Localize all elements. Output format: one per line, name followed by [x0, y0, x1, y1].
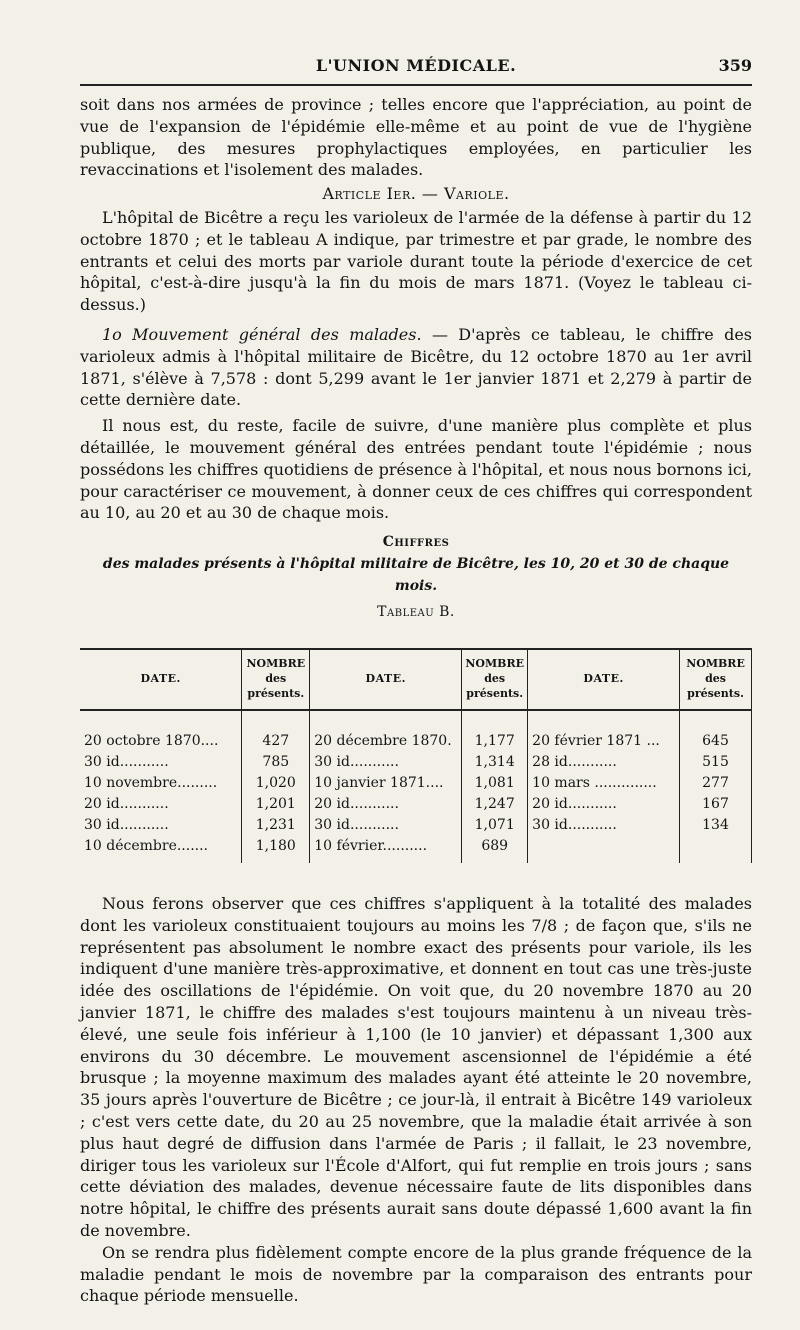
table-header-row: [80, 649, 752, 710]
date-cell: 10 janvier 1871....: [314, 775, 444, 791]
journal-title: L'UNION MÉDICALE.: [315, 56, 517, 75]
value-cell: 1,231: [242, 815, 310, 836]
tableau-b: [80, 648, 752, 863]
value-cell: 1,314: [462, 752, 528, 773]
chiffres-heading: Chiffres: [382, 534, 450, 551]
col-header-nombre: NOMBRE des présents.: [242, 649, 310, 710]
date-cell: 30 id...........: [314, 817, 399, 833]
date-cell: 30 id...........: [84, 754, 169, 770]
chiffres-subtitle: des malades présents à l'hôpital militaire de Bicêtre, les 10, 20 et 30 de chaque mois.: [102, 555, 730, 594]
date-cell: 20 id...........: [314, 796, 399, 812]
date-cell: 28 id...........: [532, 754, 617, 770]
value-cell: 1,201: [242, 794, 310, 815]
value-cell: 689: [462, 836, 528, 863]
date-cell: 10 novembre.........: [84, 775, 218, 791]
date-cell: [528, 836, 680, 863]
paragraph-intro: soit dans nos armées de province ; telles encore que l'appréciation, au point de vue de l'expansion de l'épidémie elle-même et au point de vue de l'hygiène publique, des mesures prophylactiques employées, en particulier les revaccinations et l'isolement des malades.: [80, 95, 752, 180]
value-cell: 277: [680, 773, 752, 794]
table-row: [80, 815, 752, 836]
date-cell: 20 octobre 1870....: [84, 733, 219, 749]
mouvement-text: — D'après ce tableau, le chiffre des varioleux admis à l'hôpital militaire de Bicêtre, du 12 octobre 1870 au 1er avril 1871, s'élève à 7,578 : dont 5,299 avant le 1er janvier 1871 et 2,279 à partir de cette dernière date.: [80, 324, 753, 410]
tableau-label: Tableau B.: [377, 603, 455, 620]
paragraph-fidelement: On se rendra plus fidèlement compte encore de la plus grande fréquence de la maladie pendant le mois de novembre par la comparaison des entrants pour chaque période mensuelle.: [80, 1242, 752, 1306]
paragraph-hopital: L'hôpital de Bicêtre a reçu les varioleux de l'armée de la défense à partir du 12 octobre 1870 ; et le tableau A indique, par trimestre et par grade, le nombre des entrants et celui des morts par variole durant toute la période d'exercice de cet hôpital, c'est-à-dire jusqu'à la fin du mois de mars 1871. (Voyez le tableau ci-dessus.): [80, 207, 752, 315]
table-row: [80, 731, 752, 752]
col-header-nombre: NOMBRE des présents.: [680, 649, 752, 710]
value-cell: [680, 836, 752, 863]
value-cell: 167: [680, 794, 752, 815]
date-cell: 30 id...........: [314, 754, 399, 770]
text-block-bottom: [80, 893, 752, 1307]
date-cell: 30 id...........: [84, 817, 169, 833]
table-row: [80, 752, 752, 773]
col-header-date: DATE.: [310, 649, 462, 710]
value-cell: 515: [680, 752, 752, 773]
value-cell: 1,081: [462, 773, 528, 794]
date-cell: 30 id...........: [532, 817, 617, 833]
value-cell: 1,247: [462, 794, 528, 815]
value-cell: 1,177: [462, 731, 528, 752]
mouvement-lead: 1o Mouvement général des malades.: [102, 324, 422, 344]
article-heading: Article Ier. — Variole.: [322, 184, 510, 204]
paragraph-observer: Nous ferons observer que ces chiffres s'appliquent à la totalité des malades dont les varioleux constituaient toujours au moins les 7/8 ; de façon que, s'ils ne représentent pas absolument le nombre exact des présents pour variole, ils les indiquent d'une manière très-approximative, et donnent en tout cas une très-juste idée des oscillations de l'épidémie. On voit que, du 20 novembre 1870 au 20 janvier 1871, le chiffre des malades s'est toujours maintenu à un niveau très-élevé, une seule fois inférieur à 1,100 (le 10 janvier) et dépassant 1,300 aux environs du 30 décembre. Le mouvement ascensionnel de l'épidémie a été brusque ; la moyenne maximum des malades ayant été atteinte le 20 novembre, 35 jours après l'ouverture de Bicêtre ; ce jour-là, il entrait à Bicêtre 149 varioleux ; c'est vers cette date, du 20 au 25 novembre, que la maladie était arrivée à son plus haut degré de diffusion dans l'armée de Paris ; il fallait, le 23 novembre, diriger tous les varioleux sur l'École d'Alfort, qui fut remplie en trois jours ; sans cette déviation des malades, devenue nécessaire faute de lits disponibles dans notre hôpital, le chiffre des présents aurait sans doute dépassé 1,600 avant la fin de novembre.: [80, 894, 752, 1240]
date-cell: 20 id...........: [84, 796, 169, 812]
date-cell: 10 mars ..............: [532, 775, 657, 791]
table-row: [80, 836, 752, 863]
value-cell: 785: [242, 752, 310, 773]
date-cell: 20 février 1871 ...: [532, 733, 660, 749]
date-cell: 20 id...........: [532, 796, 617, 812]
value-cell: 1,020: [242, 773, 310, 794]
col-header-date: DATE.: [528, 649, 680, 710]
date-cell: 20 décembre 1870.: [314, 733, 452, 749]
value-cell: 645: [680, 731, 752, 752]
text-block-top: [80, 94, 752, 623]
value-cell: 1,071: [462, 815, 528, 836]
table-row: [80, 794, 752, 815]
running-header: [80, 54, 752, 84]
date-cell: 10 février..........: [314, 838, 428, 854]
col-header-date: DATE.: [80, 649, 242, 710]
paragraph-suivre: Il nous est, du reste, facile de suivre, d'une manière plus complète et plus détaillée, le mouvement général des entrées pendant toute l'épidémie ; nous possédons les chiffres quotidiens de présence à l'hôpital, et nous nous bornons ici, pour caractériser ce mouvement, à donner ceux de ces chiffres qui correspondent au 10, au 20 et au 30 de chaque mois.: [80, 416, 752, 523]
value-cell: 134: [680, 815, 752, 836]
date-cell: 10 décembre.......: [84, 838, 209, 854]
col-header-nombre: NOMBRE des présents.: [462, 649, 528, 710]
paragraph-mouvement: [80, 324, 752, 411]
value-cell: 1,180: [242, 836, 310, 863]
table-row: [80, 773, 752, 794]
value-cell: 427: [242, 731, 310, 752]
header-rule: [80, 84, 752, 86]
page-number: 359: [718, 56, 752, 75]
